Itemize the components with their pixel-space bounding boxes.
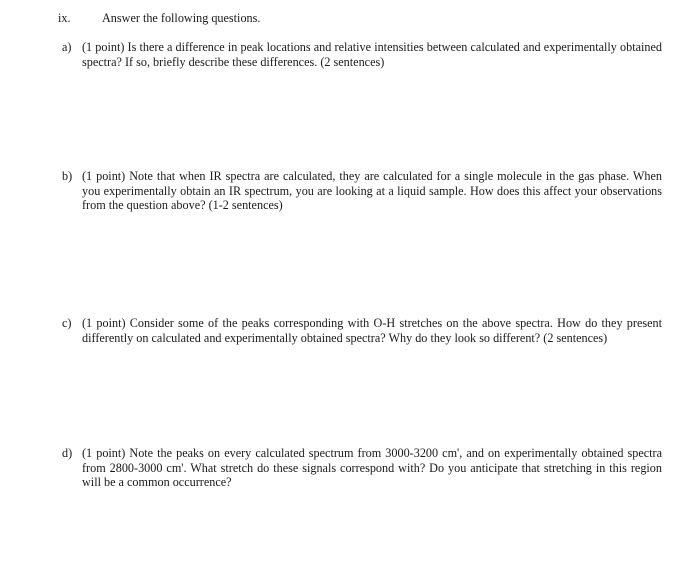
question-letter: d) <box>62 446 73 460</box>
question-text: (1 point) Consider some of the peaks corresponding with O-H stretches on the above spectra. How do they present differently on calculated and experimentally obtained spectra? Why do they look so different? (2 sentences) <box>82 316 662 345</box>
question-c <box>62 316 662 345</box>
question-letter: a) <box>62 40 72 54</box>
question-letter: c) <box>62 316 72 330</box>
question-d <box>62 446 662 490</box>
section-header <box>58 11 658 26</box>
question-text: (1 point) Note the peaks on every calculated spectrum from 3000-3200 cm', and on experimentally obtained spectra from 2800-3000 cm'. What stretch do these signals correspond with? Do you anticipate that stretching in this region will be a common occurrence? <box>82 446 662 490</box>
section-title: Answer the following questions. <box>102 11 261 25</box>
question-letter: b) <box>62 169 73 183</box>
question-a <box>62 40 662 69</box>
section-numeral: ix. <box>58 11 71 25</box>
question-text: (1 point) Is there a difference in peak locations and relative intensities between calculated and experimentally obtained spectra? If so, briefly describe these differences. (2 sentences) <box>82 40 662 69</box>
question-text: (1 point) Note that when IR spectra are calculated, they are calculated for a single molecule in the gas phase. When you experimentally obtain an IR spectrum, you are looking at a liquid sample. How does this affect your observations from the question above? (1-2 sentences) <box>82 169 662 213</box>
question-b <box>62 169 662 213</box>
